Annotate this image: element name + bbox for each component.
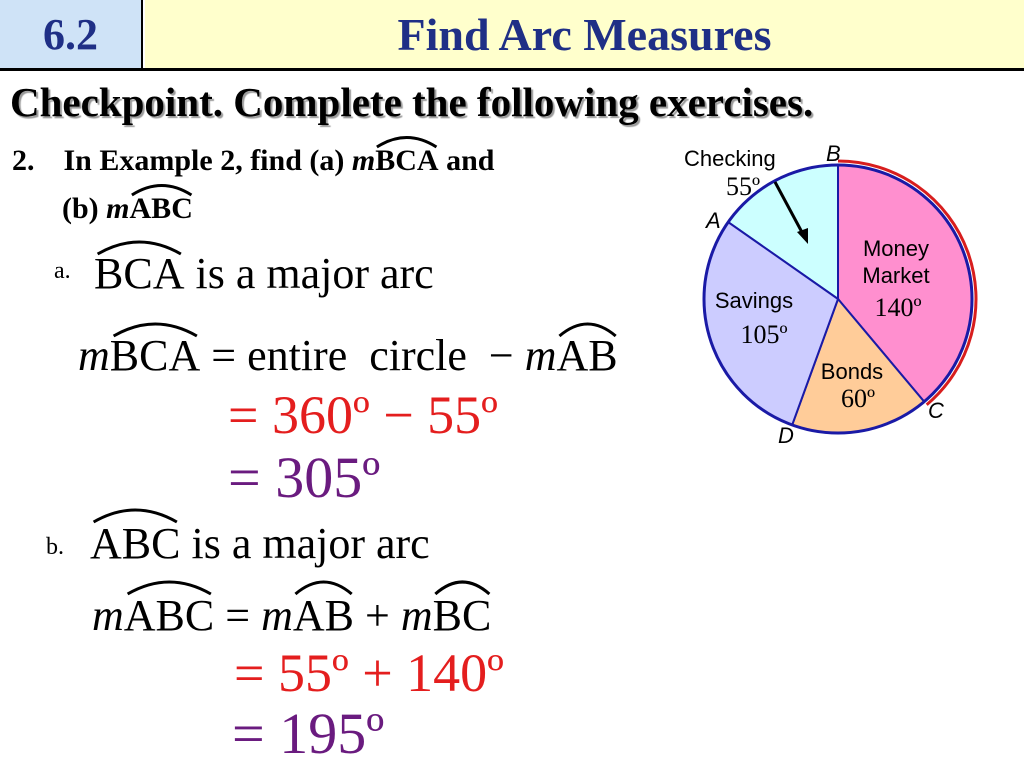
equation-text: = entire circle −: [200, 331, 525, 380]
statement-text: is a major arc: [184, 249, 434, 298]
question-line-1: [12, 144, 494, 178]
money-market-value: 140º: [874, 293, 922, 322]
arc-bca: BCA: [375, 144, 438, 178]
arc-ab: AB: [557, 330, 618, 381]
measure-symbol: m: [400, 591, 433, 640]
point-c: C: [928, 398, 944, 423]
measure-symbol: m: [351, 144, 376, 177]
measure-symbol: m: [106, 192, 130, 225]
arc-abc: ABC: [90, 518, 180, 569]
equals-sign: =: [214, 591, 262, 640]
part-b-statement: [90, 518, 430, 569]
slide-header: [0, 0, 1024, 68]
arc-abc: ABC: [124, 590, 214, 641]
question-line-2: [62, 192, 193, 226]
measure-symbol: m: [524, 331, 557, 380]
part-a-statement: [94, 248, 434, 299]
part-a-equation: [78, 330, 618, 381]
part-a-step: = 360º − 55º: [228, 385, 498, 445]
part-b-step: = 55º + 140º: [234, 643, 504, 703]
checking-value: 55º: [726, 172, 761, 201]
point-d: D: [778, 423, 794, 448]
statement-text: is a major arc: [180, 519, 430, 568]
point-b: B: [826, 141, 841, 166]
savings-value: 105º: [740, 320, 788, 349]
measure-symbol: m: [78, 331, 110, 380]
arc-bc: BC: [433, 590, 492, 641]
savings-label: Savings: [714, 288, 794, 313]
part-a-label: a.: [54, 258, 71, 284]
money-market-label-line-1: Money: [862, 236, 930, 261]
section-number-box: [0, 0, 143, 68]
plus-sign: +: [354, 591, 401, 640]
arc-bca: BCA: [94, 248, 184, 299]
part-b-result: = 195º: [232, 701, 385, 766]
money-market-label-line-2: Market: [862, 263, 930, 288]
bonds-label: Bonds: [820, 359, 884, 384]
part-b-label: b.: [46, 534, 64, 560]
part-b-equation: [92, 590, 491, 641]
question-text: In Example 2, find (a): [63, 144, 352, 177]
arc-abc: ABC: [130, 192, 193, 226]
checking-label: Checking: [684, 146, 776, 171]
point-a: A: [706, 208, 721, 233]
part-a-result: = 305º: [228, 445, 381, 510]
arc-bca: BCA: [110, 330, 200, 381]
question-text-suffix: and: [438, 144, 495, 177]
slide-title: Find Arc Measures: [397, 8, 772, 60]
bonds-value: 60º: [840, 384, 876, 413]
pie-chart: [680, 140, 980, 460]
measure-symbol: m: [261, 591, 293, 640]
question-number: 2.: [12, 144, 35, 177]
checkpoint-heading: Checkpoint. Complete the following exercises.: [10, 79, 814, 125]
title-box: [145, 0, 1024, 68]
header-divider: [0, 68, 1024, 71]
arc-ab: AB: [293, 590, 354, 641]
section-number: 6.2: [43, 9, 98, 59]
measure-symbol: m: [92, 591, 124, 640]
question-text-b: (b): [62, 192, 107, 225]
